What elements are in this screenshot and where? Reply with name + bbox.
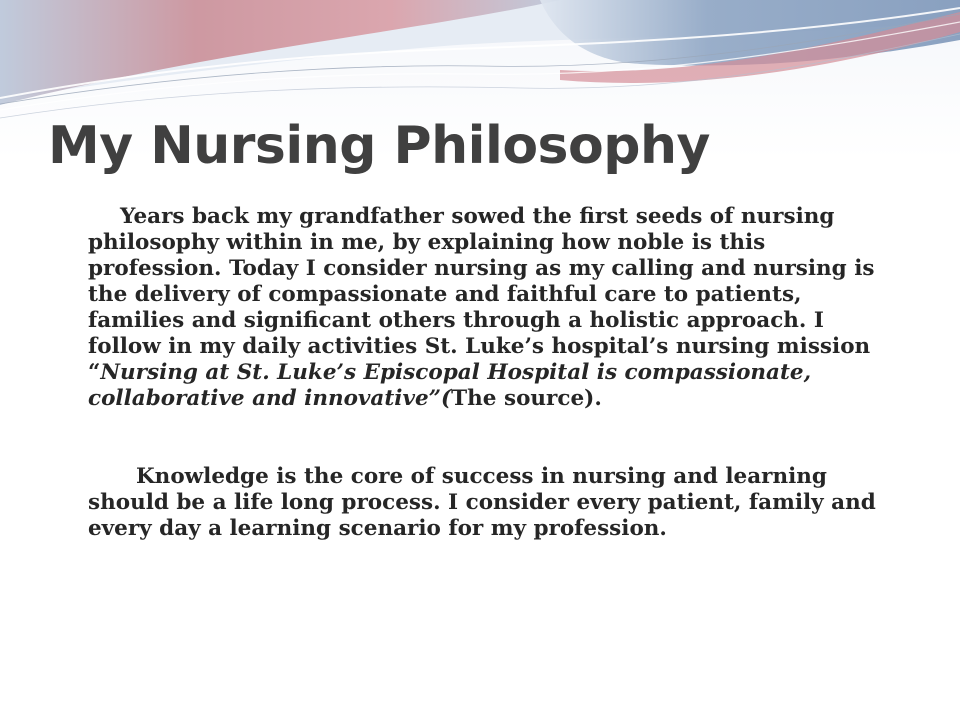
quote-source: The source).	[451, 386, 602, 411]
paragraph-knowledge: Knowledge is the core of success in nursing and learning should be a life long process. I consider every patient, family and every day a learning scenario for my profession.	[88, 464, 876, 541]
paragraph-philosophy	[88, 204, 888, 412]
paragraph-philosophy-text: Years back my grandfather sowed the first seeds of nursing philosophy within in me, by explaining how noble is this profession. Today I consider nursing as my calling and nursing is the delivery of compassionate and faithful care to patients, families and significant others through a holistic approach. I follow in my daily activities St. Luke’s hospital’s nursing mission “	[88, 204, 875, 385]
slide-title: My Nursing Philosophy	[48, 116, 710, 176]
slide-body	[88, 204, 888, 542]
mission-quote: Nursing at St. Luke’s Episcopal Hospital is compassionate, collaborative and innovative”(	[88, 360, 812, 411]
